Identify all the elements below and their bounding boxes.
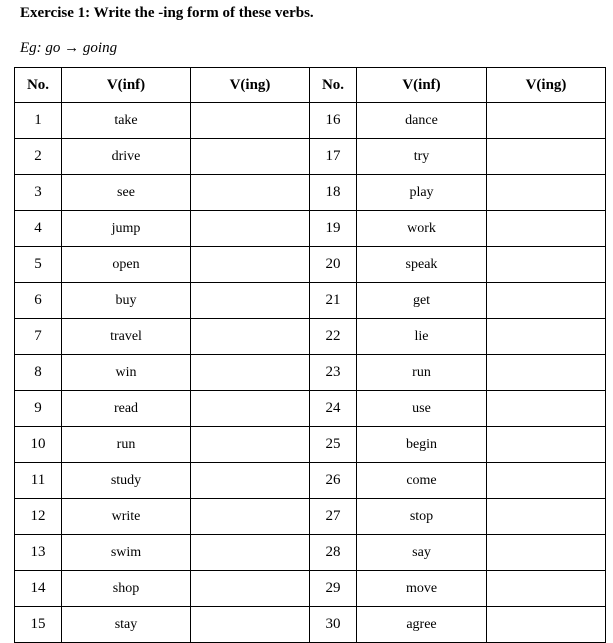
- infinitive-verb-right: work: [357, 211, 487, 247]
- ing-answer-cell-left[interactable]: [191, 535, 310, 571]
- ing-answer-cell-left[interactable]: [191, 607, 310, 643]
- ing-answer-cell-left[interactable]: [191, 103, 310, 139]
- infinitive-verb-left: jump: [62, 211, 191, 247]
- row-number-right: 23: [310, 355, 357, 391]
- ing-answer-cell-left[interactable]: [191, 319, 310, 355]
- table-row: [15, 463, 606, 499]
- infinitive-verb-left: write: [62, 499, 191, 535]
- ing-answer-cell-left[interactable]: [191, 139, 310, 175]
- infinitive-verb-right: begin: [357, 427, 487, 463]
- ing-answer-cell-right[interactable]: [487, 571, 606, 607]
- ing-answer-cell-right[interactable]: [487, 391, 606, 427]
- infinitive-verb-right: use: [357, 391, 487, 427]
- row-number-right: 24: [310, 391, 357, 427]
- infinitive-verb-left: take: [62, 103, 191, 139]
- infinitive-verb-left: read: [62, 391, 191, 427]
- infinitive-verb-left: study: [62, 463, 191, 499]
- header-no-right: No.: [310, 68, 357, 103]
- ing-answer-cell-right[interactable]: [487, 607, 606, 643]
- infinitive-verb-right: play: [357, 175, 487, 211]
- row-number-right: 17: [310, 139, 357, 175]
- row-number-left: 15: [15, 607, 62, 643]
- row-number-right: 16: [310, 103, 357, 139]
- row-number-right: 27: [310, 499, 357, 535]
- ing-answer-cell-right[interactable]: [487, 463, 606, 499]
- row-number-left: 11: [15, 463, 62, 499]
- infinitive-verb-left: drive: [62, 139, 191, 175]
- row-number-right: 18: [310, 175, 357, 211]
- infinitive-verb-left: buy: [62, 283, 191, 319]
- ing-answer-cell-left[interactable]: [191, 283, 310, 319]
- table-row: [15, 391, 606, 427]
- row-number-left: 5: [15, 247, 62, 283]
- infinitive-verb-right: come: [357, 463, 487, 499]
- row-number-left: 2: [15, 139, 62, 175]
- row-number-left: 13: [15, 535, 62, 571]
- table-row: [15, 103, 606, 139]
- ing-answer-cell-right[interactable]: [487, 355, 606, 391]
- ing-answer-cell-right[interactable]: [487, 319, 606, 355]
- row-number-left: 14: [15, 571, 62, 607]
- row-number-right: 25: [310, 427, 357, 463]
- infinitive-verb-right: lie: [357, 319, 487, 355]
- ing-answer-cell-right[interactable]: [487, 139, 606, 175]
- infinitive-verb-right: try: [357, 139, 487, 175]
- infinitive-verb-right: say: [357, 535, 487, 571]
- row-number-right: 20: [310, 247, 357, 283]
- row-number-left: 4: [15, 211, 62, 247]
- ing-answer-cell-left[interactable]: [191, 175, 310, 211]
- row-number-left: 8: [15, 355, 62, 391]
- table-row: [15, 283, 606, 319]
- ing-answer-cell-left[interactable]: [191, 499, 310, 535]
- row-number-right: 30: [310, 607, 357, 643]
- ing-answer-cell-left[interactable]: [191, 247, 310, 283]
- table-row: [15, 571, 606, 607]
- table-row: [15, 607, 606, 643]
- ing-answer-cell-left[interactable]: [191, 211, 310, 247]
- infinitive-verb-right: stop: [357, 499, 487, 535]
- row-number-left: 12: [15, 499, 62, 535]
- row-number-right: 21: [310, 283, 357, 319]
- header-no-left: No.: [15, 68, 62, 103]
- infinitive-verb-left: run: [62, 427, 191, 463]
- ing-answer-cell-right[interactable]: [487, 283, 606, 319]
- infinitive-verb-left: travel: [62, 319, 191, 355]
- table-row: [15, 499, 606, 535]
- header-vinf-right: V(inf): [357, 68, 487, 103]
- exercise-title: Exercise 1: Write the -ing form of these verbs.: [20, 5, 314, 21]
- ing-answer-cell-left[interactable]: [191, 355, 310, 391]
- ing-answer-cell-right[interactable]: [487, 211, 606, 247]
- ing-answer-cell-right[interactable]: [487, 247, 606, 283]
- infinitive-verb-left: stay: [62, 607, 191, 643]
- ing-answer-cell-right[interactable]: [487, 103, 606, 139]
- row-number-right: 19: [310, 211, 357, 247]
- row-number-left: 7: [15, 319, 62, 355]
- ing-answer-cell-right[interactable]: [487, 499, 606, 535]
- infinitive-verb-right: run: [357, 355, 487, 391]
- table-row: [15, 247, 606, 283]
- table-row: [15, 139, 606, 175]
- ing-answer-cell-left[interactable]: [191, 427, 310, 463]
- infinitive-verb-left: open: [62, 247, 191, 283]
- infinitive-verb-right: agree: [357, 607, 487, 643]
- table-row: [15, 319, 606, 355]
- ing-answer-cell-right[interactable]: [487, 427, 606, 463]
- header-row: [15, 68, 606, 103]
- ing-answer-cell-left[interactable]: [191, 463, 310, 499]
- infinitive-verb-left: shop: [62, 571, 191, 607]
- infinitive-verb-left: swim: [62, 535, 191, 571]
- row-number-right: 29: [310, 571, 357, 607]
- infinitive-verb-right: move: [357, 571, 487, 607]
- table-row: [15, 355, 606, 391]
- row-number-left: 3: [15, 175, 62, 211]
- infinitive-verb-right: speak: [357, 247, 487, 283]
- table-row: [15, 175, 606, 211]
- header-ving-left: V(ing): [191, 68, 310, 103]
- row-number-right: 28: [310, 535, 357, 571]
- row-number-right: 26: [310, 463, 357, 499]
- row-number-right: 22: [310, 319, 357, 355]
- infinitive-verb-right: get: [357, 283, 487, 319]
- infinitive-verb-left: see: [62, 175, 191, 211]
- row-number-left: 1: [15, 103, 62, 139]
- ing-answer-cell-left[interactable]: [191, 391, 310, 427]
- row-number-left: 6: [15, 283, 62, 319]
- example-line: Eg: go → going: [20, 40, 118, 56]
- ing-answer-cell-right[interactable]: [487, 175, 606, 211]
- table-body: [15, 103, 606, 643]
- header-vinf-left: V(inf): [62, 68, 191, 103]
- ing-answer-cell-left[interactable]: [191, 571, 310, 607]
- verb-table: [14, 67, 606, 643]
- infinitive-verb-right: dance: [357, 103, 487, 139]
- ing-answer-cell-right[interactable]: [487, 535, 606, 571]
- table-row: [15, 535, 606, 571]
- infinitive-verb-left: win: [62, 355, 191, 391]
- row-number-left: 9: [15, 391, 62, 427]
- row-number-left: 10: [15, 427, 62, 463]
- table-row: [15, 211, 606, 247]
- header-ving-right: V(ing): [487, 68, 606, 103]
- table-row: [15, 427, 606, 463]
